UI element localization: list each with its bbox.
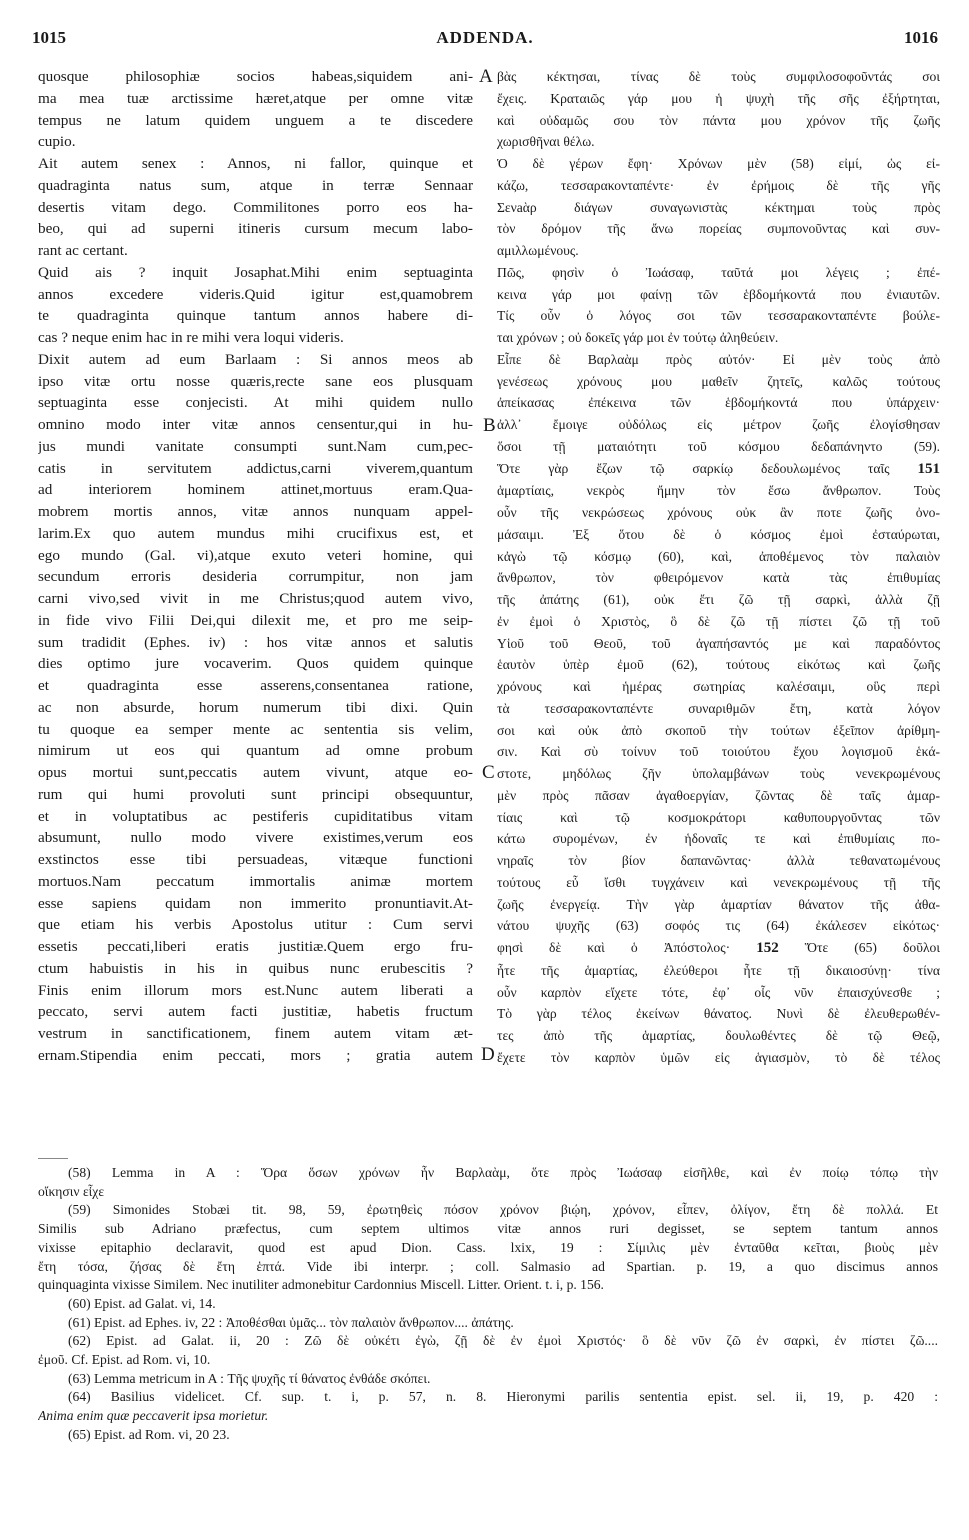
footnote-line: vixisse epitaphio declaravit, quod est apud Dion. Cass. lxix, 19 : Σίμιλις μὲν ἐνταῦθα κεῖται, βιοὺς μὲν <box>38 1239 938 1255</box>
latin-text-line: mobrem mortis annos, vitæ annos nunquam appel- <box>38 503 473 520</box>
latin-text-line: tempus ne latum quidem unguem a te discedere <box>38 111 473 129</box>
footnote-line: quinquaginta vixisse Similem. Nec inutiliter admonebitur Cardonnius Miscell. Litter. Orient. t. i, p. 156. <box>38 1277 604 1293</box>
greek-text-line: Πῶς, φησὶν ὁ Ἰωάσαφ, ταῦτά μοι λέγεις ; ἐπέ- <box>497 264 940 280</box>
greek-text-line: χωρισθῆναι θέλω. <box>497 134 595 150</box>
latin-text-line: ipso vitæ ortu nosse quæris,recte sane eos plusquam <box>38 372 473 390</box>
greek-text-line: ζωῆς ἐνεργείᾳ. Τὴν γὰρ ἁμαρτίαν θάνατον τῆς ἀθα- <box>497 896 940 912</box>
latin-text-line: ego mundo (Gal. vi),atque exuto veteri homine, qui <box>38 546 473 564</box>
greek-text-line: Τίς οὖν ὁ λόγος σοι τῶν τεσσαρακονταπέντε βούλε- <box>497 308 940 324</box>
greek-text-line: σιν. Καὶ σὺ τοίνυν τοῦ τοιούτου ἔχου λογισμοῦ ἑκά- <box>497 744 940 760</box>
latin-text-line: et quadraginta esse asserens,consentanea ratione, <box>38 677 473 694</box>
page-title: ADDENDA. <box>436 28 534 47</box>
footnote-line: Similis sub Adriano præfectus, cum septem ultimos vitæ annos ruri degisset, se septem tantum annos <box>38 1221 938 1237</box>
latin-text-line: ctum habuistis in his in quibus nunc erubescitis ? <box>38 959 473 977</box>
latin-text-line: Finis enim illorum mors est.Nunc autem liberati a <box>38 981 473 999</box>
latin-text-line: desertis vitam dego. Commilitones porro eos ha- <box>38 198 473 216</box>
footnote-line: ἐμοῦ. Cf. Epist. ad Rom. vi, 10. <box>38 1352 211 1368</box>
footnote-rule <box>38 1158 68 1159</box>
latin-text-line: peccato, servi autem facti justitiæ, habetis fructum <box>38 1003 473 1021</box>
greek-text-line: ἐν ἐμοὶ ὁ Χριστὸς, ὃ δὲ ζῶ τῇ πίστει ζῶ τῇ τοῦ <box>497 613 940 629</box>
page-number-right: 1016 <box>904 28 938 47</box>
latin-text-line: vestrum in sanctificationem, finem autem vitam æt- <box>38 1025 473 1042</box>
greek-text-line: τῆς ἀπάτης (61), οὐκ ἔτι ζῶ τῇ σαρκὶ, ἀλλὰ ζῇ <box>497 592 940 607</box>
greek-text-line: στοτε, μηδόλως ζῆν ὑπολαμβάνων τοὺς νενεκρωμένους <box>497 766 940 781</box>
section-marker-d: D <box>481 1044 495 1065</box>
latin-text-line: dies optimo jure vocaverim. Quos quidem quinque <box>38 655 473 673</box>
latin-text-line: cas ? neque enim hac in re mihi vera loqui videris. <box>38 329 344 346</box>
greek-text-line: κεινα γάρ μοι φαίνῃ τῶν ἑβδομήκοντά που ἐνιαυτῶν. <box>497 286 940 302</box>
greek-text-line: Σενaὰρ διάγων συναγωνιστὰς κέκτημαι τοὺς πρὸς <box>497 199 940 215</box>
greek-text-line: αμιλλωμένους. <box>497 243 579 258</box>
latin-text-line: Dixit autem ad eum Barlaam : Si annos meos ab <box>38 350 473 368</box>
latin-text-line: beo, qui ad superni itineris cursum mecum labo- <box>38 220 473 238</box>
latin-text-line: ernam.Stipendia enim peccati, mors ; gratia autem <box>38 1046 473 1064</box>
footnote-line: οἴκησιν εἶχε <box>38 1183 105 1199</box>
greek-text-line: τίαις καὶ τῷ κοσμοκράτορι καθυπουργοῦντας τῶν <box>497 809 940 825</box>
latin-column <box>38 66 473 1067</box>
latin-text-line: te quadraginta quinque tantum annos habere di- <box>38 307 473 325</box>
greek-text-line: κάζω, τεσσαρακονταπέντε· ἐν ἐρήμοις δὲ τῆς γῆς <box>497 177 940 193</box>
page-number-left: 1015 <box>32 28 66 47</box>
footnotes <box>38 1164 938 1445</box>
greek-text-line: ἀλλ᾽ ἔμοιγε οὐδόλως εἰς μέτρον ζωῆς ἐλογίσθησαν <box>497 417 940 432</box>
footnote-line: Anima enim quæ peccaverit ipsa morietur. <box>38 1408 269 1424</box>
latin-text-line: mortuos.Nam peccatum immortalis animæ mortem <box>38 872 473 890</box>
greek-text-line: τὰ τεσσαρακονταπέντε συναριθμῶν ἔτη, κατὰ λόγον <box>497 700 940 716</box>
footnote-line: (64) Basilius videlicet. Cf. sup. t. i, p. 57, n. 8. Hieronymi parilis sententia epist. sel. ii, 19, p. 420 : <box>68 1389 938 1405</box>
latin-text-line: et in voluptatibus ac pestiferis cupiditatibus vitam <box>38 807 473 825</box>
latin-text-line: ma mea tuæ arctissime hæret,atque per omne vitæ <box>38 89 473 107</box>
footnote-line: ἔτη τόσα, ζήσας δὲ ἔτη ἑπτά. Vide ibi interpr. ; coll. Salmasio ad Spartian. p. 19, a quo discimus annos <box>38 1258 938 1274</box>
latin-text-line: quadraginta natus sum, atque in terræ Sennaar <box>38 176 473 194</box>
footnote-line: (59) Simonides Stobæi tit. 98, 59, ἐρωτηθεὶς πόσον χρόνον βιῴη, χρόνον, εἶπεν, ὀλίγον, ἔτη δὲ πολλά. Et <box>68 1202 938 1218</box>
latin-text-line: absumunt, nullo modo vivere existimes,verum eos <box>38 829 473 847</box>
greek-text-line: οὖν τῆς νεκρώσεως χρόνους οὐκ ἂν ποτε ζωῆς ὀνο- <box>497 505 940 520</box>
latin-text-line: omnino modo inter vitæ annos censentur,qui in hu- <box>38 416 473 433</box>
latin-text-line: Quid ais ? inquit Josaphat.Mihi enim septuaginta <box>38 263 473 281</box>
latin-text-line: rum qui humi provoluti sunt principi obsequuntur, <box>38 785 473 803</box>
greek-text-line: ὅσοι τῇ ματαιότητι τοῦ κόσμου δεδαπάνηντο (59). <box>497 438 940 454</box>
footnote-line: (62) Epist. ad Galat. ii, 20 : Ζῶ δὲ οὐκέτι ἐγὼ, ζῇ δὲ ἐν ἐμοὶ Χριστός· ὃ δὲ νῦν ζῶ ἐν σαρκὶ, ἐν πίστει ζῶ.... <box>68 1333 938 1349</box>
latin-text-line: quosque philosophiæ socios habeas,siquidem ani- <box>38 68 473 85</box>
footnote-line: (58) Lemma in A : Ὅρα ὅσων χρόνων ἦν Βαρλαὰμ, ὅτε πρὸς Ἰωάσαφ εἰσῆλθε, καὶ ἐν ποίῳ τόπῳ τὴν <box>68 1165 938 1180</box>
latin-text-line: Ait autem senex : Annos, ni fallor, quinque et <box>38 155 473 172</box>
footnote-line: (65) Epist. ad Rom. vi, 20 23. <box>68 1426 230 1442</box>
greek-text-line: κἀγὼ τῷ κόσμῳ (60), καὶ, ἀποθέμενος τὸν παλαιὸν <box>497 548 940 564</box>
greek-text-line: γενέσεως χρόνους μου μαθεῖν ζητεῖς, καλῶς τούτους <box>497 373 940 389</box>
latin-text-line: exstinctos esse tibi persuadeas, vitæque functioni <box>38 851 473 868</box>
latin-text-line: catis in servitutem addictus,carni viverem,quantum <box>38 459 473 477</box>
greek-text-line: ται χρόνων ; οὐ δοκεῖς γάρ μοι ἐν τούτῳ ἀληθεύειν. <box>497 330 779 345</box>
greek-text-line: ἄνθρωπον, τὸν φθειρόμενον κατὰ τὰς ἐπιθυμίας <box>497 570 940 586</box>
greek-text-line: Ὅτε γὰρ ἔζων τῷ σαρκίῳ δεδουλωμένος ταῖς 151 <box>497 460 940 477</box>
greek-text-line: Υἱοῦ τοῦ Θεοῦ, τοῦ ἀγαπήσαντός με καὶ παραδόντος <box>497 635 940 651</box>
latin-text-line: secundum erroris desideria corrumpitur, non jam <box>38 568 473 586</box>
greek-text-line: ἁμαρτίαις, νεκρὸς ἤμην τὸν ἔσω ἄνθρωπον. Τοὺς <box>497 483 940 499</box>
greek-text-line: φησὶ δὲ καὶ ὁ Ἀπόστολος· 152 Ὅτε (65) δοῦλοι <box>497 940 940 956</box>
latin-text-line: essetis peccati,liberi eratis justitiæ.Quem ergo fru- <box>38 938 473 955</box>
greek-text-line: οὖν καρπὸν εἴχετε τότε, ἐφ᾽ οἷς νῦν ἐπαισχύνεσθε ; <box>497 984 940 1000</box>
latin-text-line: cupio. <box>38 133 76 151</box>
greek-text-line: μάσαιμι. Ἐξ ὅτου δὲ ὁ κόσμος ἐμοὶ ἐσταύρωται, <box>497 526 940 542</box>
greek-text-line: ἔχετε τὸν καρπὸν ὑμῶν εἰς ἁγιασμὸν, τὸ δὲ τέλος <box>497 1049 940 1065</box>
greek-text-line: χρόνους καὶ ἡμέρας σωτηρίας καλέσαιμι, οὓς περὶ <box>497 679 940 694</box>
latin-text-line: ac non absurde, horum numerum tibi dixi. Quin <box>38 698 473 716</box>
latin-text-line: opus mortui sunt,peccatis autem vivunt, atque eo- <box>38 764 473 781</box>
greek-text-line: σοι καὶ οὐκ ἀπὸ σκοποῦ τὴν τούτων ἐξεῖπον ἀρίθμη- <box>497 722 940 738</box>
greek-text-line: μὲν πρὸς πᾶσαν ἀγαθοεργίαν, ζῶντας δὲ ταῖς ἁμαρ- <box>497 787 940 803</box>
footnote-line: (61) Epist. ad Ephes. iv, 22 : Ἀποθέσθαι ὑμᾶς... τὸν παλαιὸν ἄνθρωπον.... ἀπάτης. <box>68 1314 514 1330</box>
greek-text-line: ἔχεις. Κραταιῶς γάρ μου ἡ ψυχὴ τῆς σῆς ἐξήρτηται, <box>497 90 940 106</box>
greek-text-line: νηραῖς τὸν βίον δαπανῶντας· ἀλλὰ τεθανατωμένους <box>497 853 940 868</box>
running-header <box>32 28 938 54</box>
greek-text-line: βὰς κέκτησαι, τίνας δὲ τοὺς συμφιλοσοφοῦντάς σοι <box>497 69 940 84</box>
latin-text-line: larim.Ex quo autem mundus mihi crucifixus est, et <box>38 524 473 542</box>
greek-text-line: τὸν δρόμον τῆς ἄνω πορείας συμπονοῦντας καὶ συν- <box>497 221 940 237</box>
section-marker-a: A <box>479 66 493 87</box>
section-marker-b: B <box>483 415 496 436</box>
latin-text-line: esse sapiens quidam non immerito pronuntiavit.At- <box>38 894 473 912</box>
latin-text-line: septuaginta esse conjecisti. At mihi quidem nullo <box>38 394 473 412</box>
greek-text-line: ἑαυτὸν ὑπὲρ ἐμοῦ (62), τούτους εἰκότως καὶ ζωῆς <box>497 657 940 673</box>
latin-text-line: jus mundi vanitate consumpti sunt.Nam cum,pec- <box>38 437 473 455</box>
latin-text-line: ad interiorem hominem attinet,mortuus eram.Qua- <box>38 481 473 499</box>
latin-text-line: in fide vivo Filii Dei,qui dilexit me, et pro me seip- <box>38 611 473 629</box>
greek-text-line: τες ἀπὸ τῆς ἁμαρτίας, δουλωθέντες δὲ τῷ Θεῷ, <box>497 1028 940 1043</box>
greek-text-line: ἦτε τῆς ἁμαρτίας, ἐλεύθεροι ἦτε τῇ δικαιοσύνῃ· τίνα <box>497 962 940 978</box>
greek-text-line: Εἶπε δὲ Βαρλαὰμ πρὸς αὐτόν· Εἰ μὲν τοὺς ἀπὸ <box>497 351 940 367</box>
greek-text-line: τούτους εὖ ἴσθι τυγχάνειν καὶ νενεκρωμένους τῇ τῆς <box>497 874 940 890</box>
latin-text-line: rant ac certant. <box>38 242 128 259</box>
latin-text-line: tu quoque ea semper mente ac sententia sis velim, <box>38 720 473 738</box>
latin-text-line: sum tradidit (Ephes. iv) : hos vitæ annos et salutis <box>38 633 473 651</box>
greek-text-line: ἀπείκασας ἐπέκεινα τῶν ἑβδομήκοντά που ὑπάρχειν· <box>497 395 940 411</box>
greek-text-line: νάτου ψυχῆς (63) σοφός τις (64) ἐκάλεσεν εἰκότως· <box>497 918 940 934</box>
latin-text-line: carni vivo,sed vivit in me Christus;quod autem vivo, <box>38 590 473 607</box>
latin-text-line: annos excedere videris.Quid igitur est,quamobrem <box>38 285 473 303</box>
section-marker-c: C <box>482 762 495 783</box>
footnote-line: (60) Epist. ad Galat. vi, 14. <box>68 1295 216 1311</box>
greek-text-line: Τὸ γὰρ τέλος ἐκείνων θάνατος. Νυνὶ δὲ ἐλευθερωθέν- <box>497 1006 940 1022</box>
greek-text-line: καὶ οὐδαμῶς σου τὸν πάντα μου χρόνον τῆς ζωῆς <box>497 112 940 128</box>
greek-text-line: Ὁ δὲ γέρων ἔφη· Χρόνων μὲν (58) εἰμί, ὡς εἰ- <box>497 156 940 171</box>
greek-column <box>497 66 940 1069</box>
latin-text-line: que etiam his verbis Apostolus utitur : Cum servi <box>38 916 473 934</box>
greek-text-line: κάτω συρομένων, ἐν ἡδοναῖς τε καὶ ἐπιθυμίαις πο- <box>497 831 940 847</box>
footnote-line: (63) Lemma metricum in A : Τῆς ψυχῆς τί θάνατος ἐνθάδε σκόπει. <box>68 1370 431 1386</box>
latin-text-line: nimirum ut eos qui quantum ad omne probum <box>38 742 473 760</box>
